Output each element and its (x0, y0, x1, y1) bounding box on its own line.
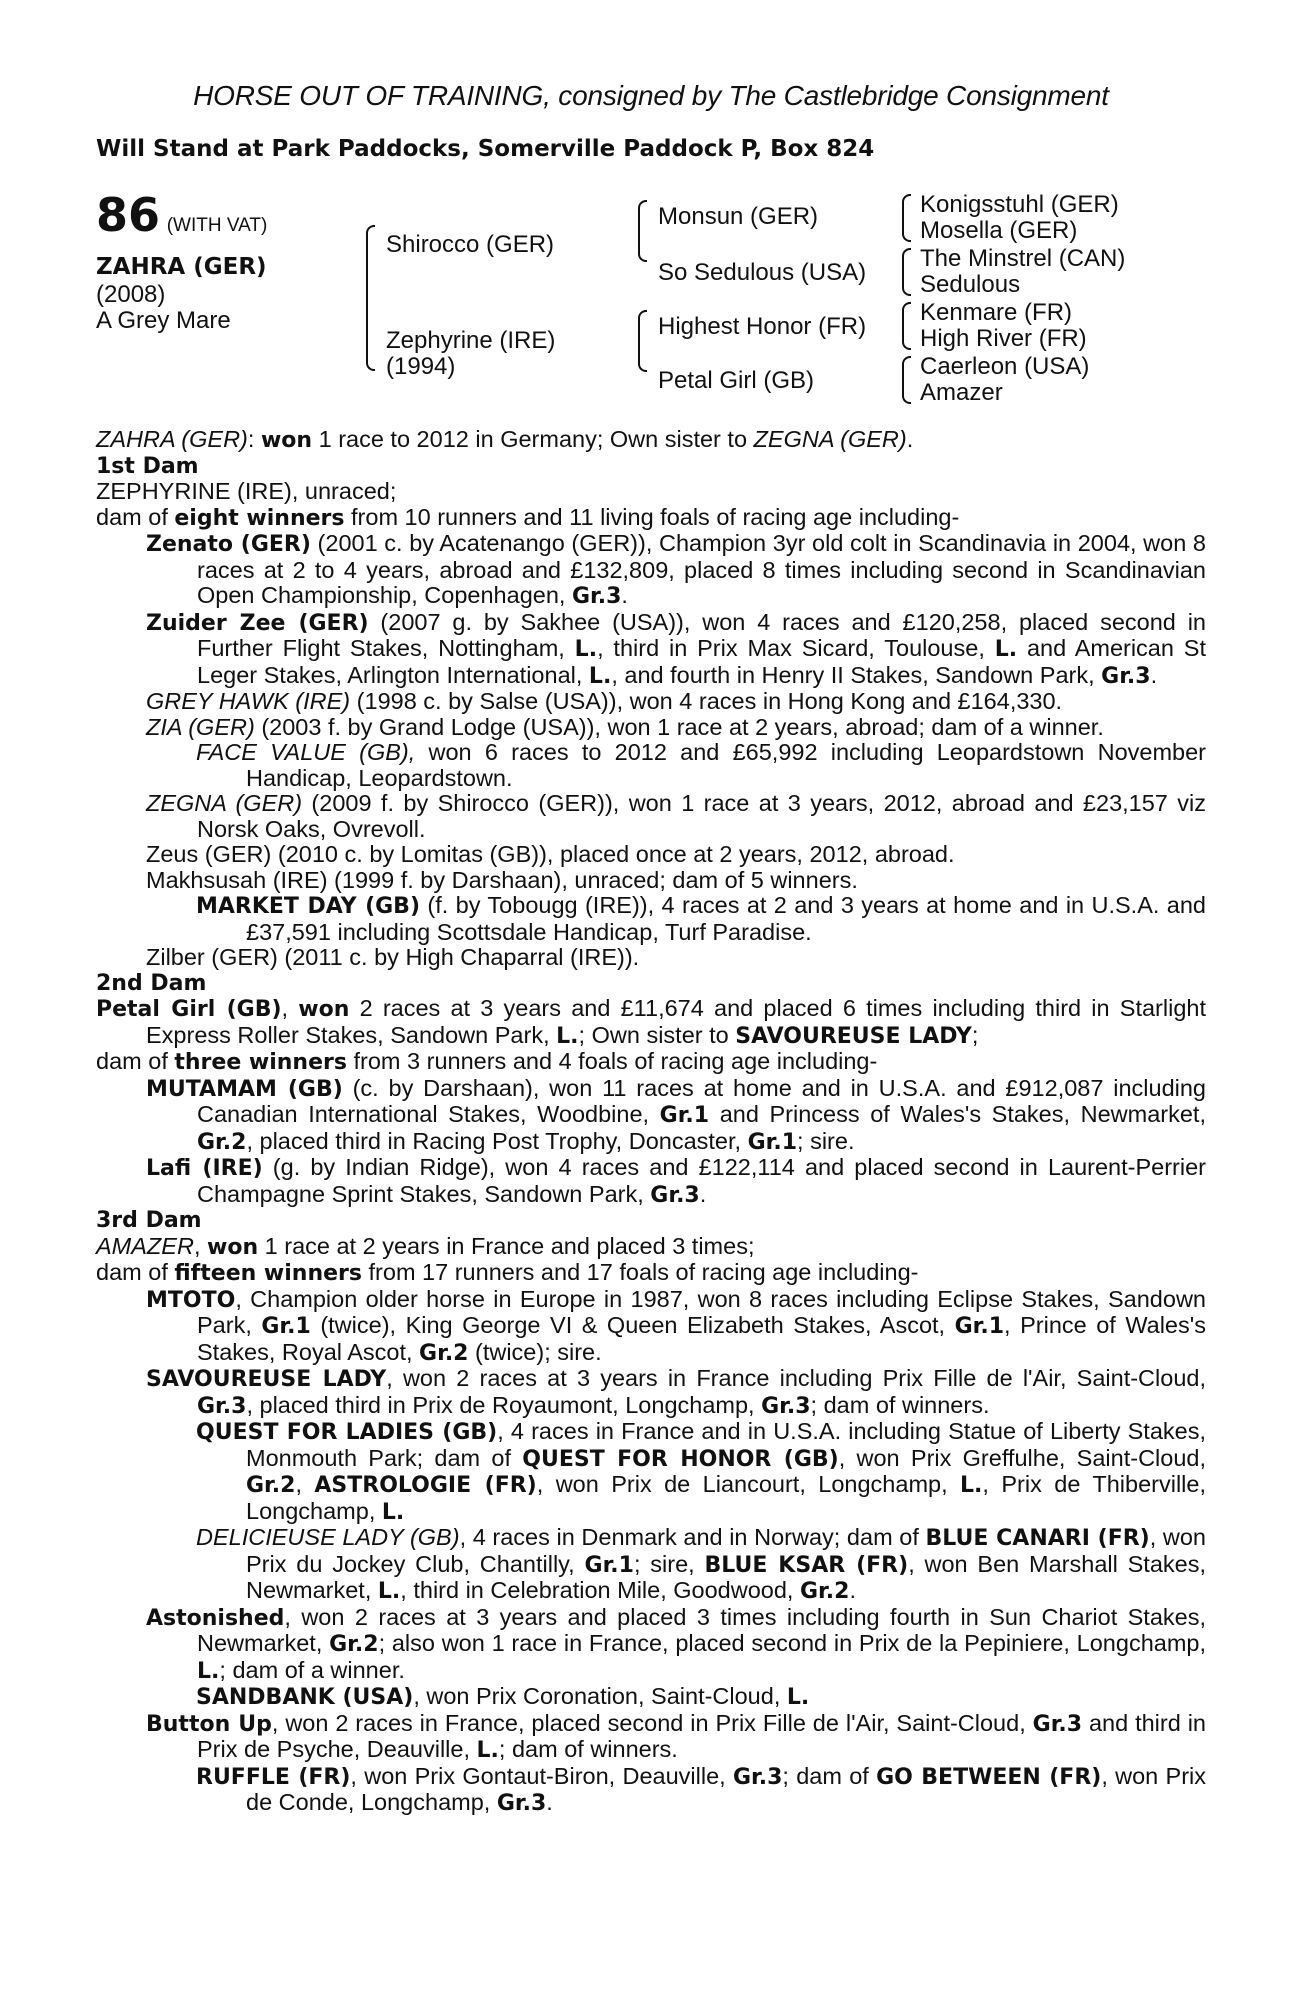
horse-summary: ZAHRA (GER): won 1 race to 2012 in Germany; Own sister to ZEGNA (GER). (96, 426, 914, 453)
brace-sire-dam (366, 225, 373, 371)
first-dam-line: ZEPHYRINE (IRE), unraced; (96, 478, 397, 504)
entry-zuider-zee: Zuider Zee (GER) (2007 g. by Sakhee (USA)), won 4 races and £120,258, placed second in Further Flight Stakes, Nottingham, L., third in Prix Max Sicard, Toulouse, L. and American St Leger Stakes, Arlington International, L., and fourth in Henry II Stakes, Sandown Park, Gr.3. (146, 608, 1206, 689)
pedigree-dam-sire: Highest Honor (FR) (658, 313, 867, 340)
entry-makhsusah: Makhsusah (IRE) (1999 f. by Darshaan), unraced; dam of 5 winners. (146, 866, 858, 893)
brace-gen3-a (902, 194, 909, 242)
pedigree-table (96, 188, 1206, 417)
pedigree-dss: Kenmare (FR) (920, 299, 1073, 326)
brace-gen3-c (902, 302, 909, 350)
second-dam-line: Petal Girl (GB), won 2 races at 3 years and £11,674 and placed 6 times including third in Starlight Express Roller Stakes, Sandown Park, L.; Own sister to SAVOUREUSE LADY; (96, 995, 1206, 1049)
entry-sandbank: SANDBANK (USA), won Prix Coronation, Saint-Cloud, L. (196, 1683, 810, 1710)
pedigree-dam: Zephyrine (IRE) (386, 327, 556, 354)
pedigree-dds: Caerleon (USA) (920, 353, 1090, 380)
entry-mtoto: MTOTO, Champion older horse in Europe in 1987, won 8 races including Eclipse Stakes, Sandown Park, Gr.1 (twice), King George VI & Queen Elizabeth Stakes, Ascot, Gr.1, Prince of Wales's Stakes, Royal Ascot, Gr.2 (twice); sire. (146, 1285, 1206, 1366)
catalogue-text (96, 427, 1206, 1817)
entry-ruffle: RUFFLE (FR), won Prix Gontaut-Biron, Deauville, Gr.3; dam of GO BETWEEN (FR), won Prix de Conde, Longchamp, Gr.3. (196, 1762, 1207, 1816)
pedigree-dam-dam: Petal Girl (GB) (658, 367, 815, 394)
entry-face-value: FACE VALUE (GB), won 6 races to 2012 and £65,992 including Leopardstown November Handicap, Leopardstown. (196, 739, 1206, 791)
brace-gen3-b (902, 248, 909, 296)
entry-zegna: ZEGNA (GER) (2009 f. by Shirocco (GER)), won 1 race at 3 years, 2012, abroad and £23,157 viz Norsk Oaks, Ovrevoll. (146, 790, 1206, 842)
pedigree-sire: Shirocco (GER) (386, 231, 555, 258)
pedigree-sire-dam: So Sedulous (USA) (658, 259, 867, 286)
entry-grey-hawk: GREY HAWK (IRE) (1998 c. by Salse (USA)), won 4 races in Hong Kong and £164,330. (146, 688, 1063, 714)
entry-zeus: Zeus (GER) (2010 c. by Lomitas (GB)), placed once at 2 years, 2012, abroad. (146, 841, 955, 867)
lot-number: 86 (96, 188, 161, 242)
pedigree-ddd: Amazer (920, 379, 1003, 406)
lot-number-line (96, 188, 268, 242)
stand-location: Will Stand at Park Paddocks, Somerville Paddock P, Box 824 (96, 136, 875, 162)
brace-dam-line (638, 310, 645, 372)
second-dam-heading: 2nd Dam (96, 970, 207, 996)
third-dam-produce: dam of fifteen winners from 17 runners and 17 foals of racing age including- (96, 1259, 919, 1286)
third-dam-heading: 3rd Dam (96, 1208, 202, 1233)
entry-mutamam: MUTAMAM (GB) (c. by Darshaan), won 11 races at home and in U.S.A. and £912,087 including Canadian International Stakes, Woodbine, Gr.1 and Princess of Wales's Stakes, Newmarket, Gr.2, placed third in Racing Post Trophy, Doncaster, Gr.1; sire. (146, 1074, 1206, 1155)
entry-astonished: Astonished, won 2 races at 3 years and placed 3 times including fourth in Sun Chariot Stakes, Newmarket, Gr.2; also won 1 race in France, placed second in Prix de la Pepiniere, Longchamp, L.; dam of a winner. (146, 1603, 1207, 1684)
entry-button-up: Button Up, won 2 races in France, placed second in Prix Fille de l'Air, Saint-Cloud, Gr.3 and third in Prix de Psyche, Deauville, L.; dam of winners. (146, 1709, 1206, 1763)
entry-quest-for-ladies: QUEST FOR LADIES (GB), 4 races in France and in U.S.A. including Statue of Liberty Stakes, Monmouth Park; dam of QUEST FOR HONOR (GB), won Prix Greffulhe, Saint-Cloud, Gr.2, ASTROLOGIE (FR), won Prix de Liancourt, Longchamp, L., Prix de Thiberville, Longchamp, L. (196, 1418, 1207, 1525)
pedigree-sss: Konigsstuhl (GER) (920, 191, 1119, 218)
entry-lafi: Lafi (IRE) (g. by Indian Ridge), won 4 races and £122,114 and placed second in Laurent-Perrier Champagne Sprint Stakes, Sandown Park, Gr.3. (146, 1154, 1206, 1208)
entry-zenato: Zenato (GER) (2001 c. by Acatenango (GER)), Champion 3yr old colt in Scandinavia in 2004, won 8 races at 2 to 4 years, abroad and £132,809, placed 8 times including second in Scandinavian Open Championship, Copenhagen, Gr.3. (146, 530, 1206, 609)
entry-delicieuse-lady: DELICIEUSE LADY (GB), 4 races in Denmark and in Norway; dam of BLUE CANARI (FR), won Prix du Jockey Club, Chantilly, Gr.1; sire, BLUE KSAR (FR), won Ben Marshall Stakes, Newmarket, L., third in Celebration Mile, Goodwood, Gr.2. (196, 1524, 1207, 1604)
pedigree-ssd: Mosella (GER) (920, 217, 1078, 244)
page-header: HORSE OUT OF TRAINING, consigned by The Castlebridge Consignment (193, 80, 1109, 111)
horse-name: ZAHRA (GER) (96, 254, 267, 280)
entry-savoureuse-lady: SAVOUREUSE LADY, won 2 races at 3 years in France including Prix Fille de l'Air, Saint-Cloud, Gr.3, placed third in Prix de Royaumont, Longchamp, Gr.3; dam of winners. (146, 1365, 1206, 1419)
brace-sire-line (638, 200, 645, 262)
vat-note: (WITH VAT) (166, 215, 268, 236)
first-dam-heading: 1st Dam (96, 453, 199, 479)
pedigree-sds: The Minstrel (CAN) (920, 245, 1126, 272)
first-dam-produce: dam of eight winners from 10 runners and 11 living foals of racing age including- (96, 503, 960, 531)
pedigree-dsd: High River (FR) (920, 325, 1087, 352)
horse-description: A Grey Mare (96, 307, 231, 334)
pedigree-sire-sire: Monsun (GER) (658, 203, 819, 230)
third-dam-line: AMAZER, won 1 race at 2 years in France and placed 3 times; (96, 1232, 755, 1260)
second-dam-produce: dam of three winners from 3 runners and 4 foals of racing age including- (96, 1048, 878, 1075)
pedigree-dam-year: (1994) (386, 353, 456, 380)
catalogue-page (96, 80, 1206, 1817)
entry-zia: ZIA (GER) (2003 f. by Grand Lodge (USA)), won 1 race at 2 years, abroad; dam of a winner. (146, 713, 1104, 740)
brace-gen3-d (902, 356, 909, 404)
horse-year: (2008) (96, 281, 166, 308)
entry-zilber: Zilber (GER) (2011 c. by High Chaparral (IRE)). (146, 944, 640, 970)
entry-market-day: MARKET DAY (GB) (f. by Tobougg (IRE)), 4 races at 2 and 3 years at home and in U.S.A. and £37,591 including Scottsdale Handicap, Turf Paradise. (196, 892, 1206, 945)
pedigree-sdd: Sedulous (920, 271, 1021, 298)
